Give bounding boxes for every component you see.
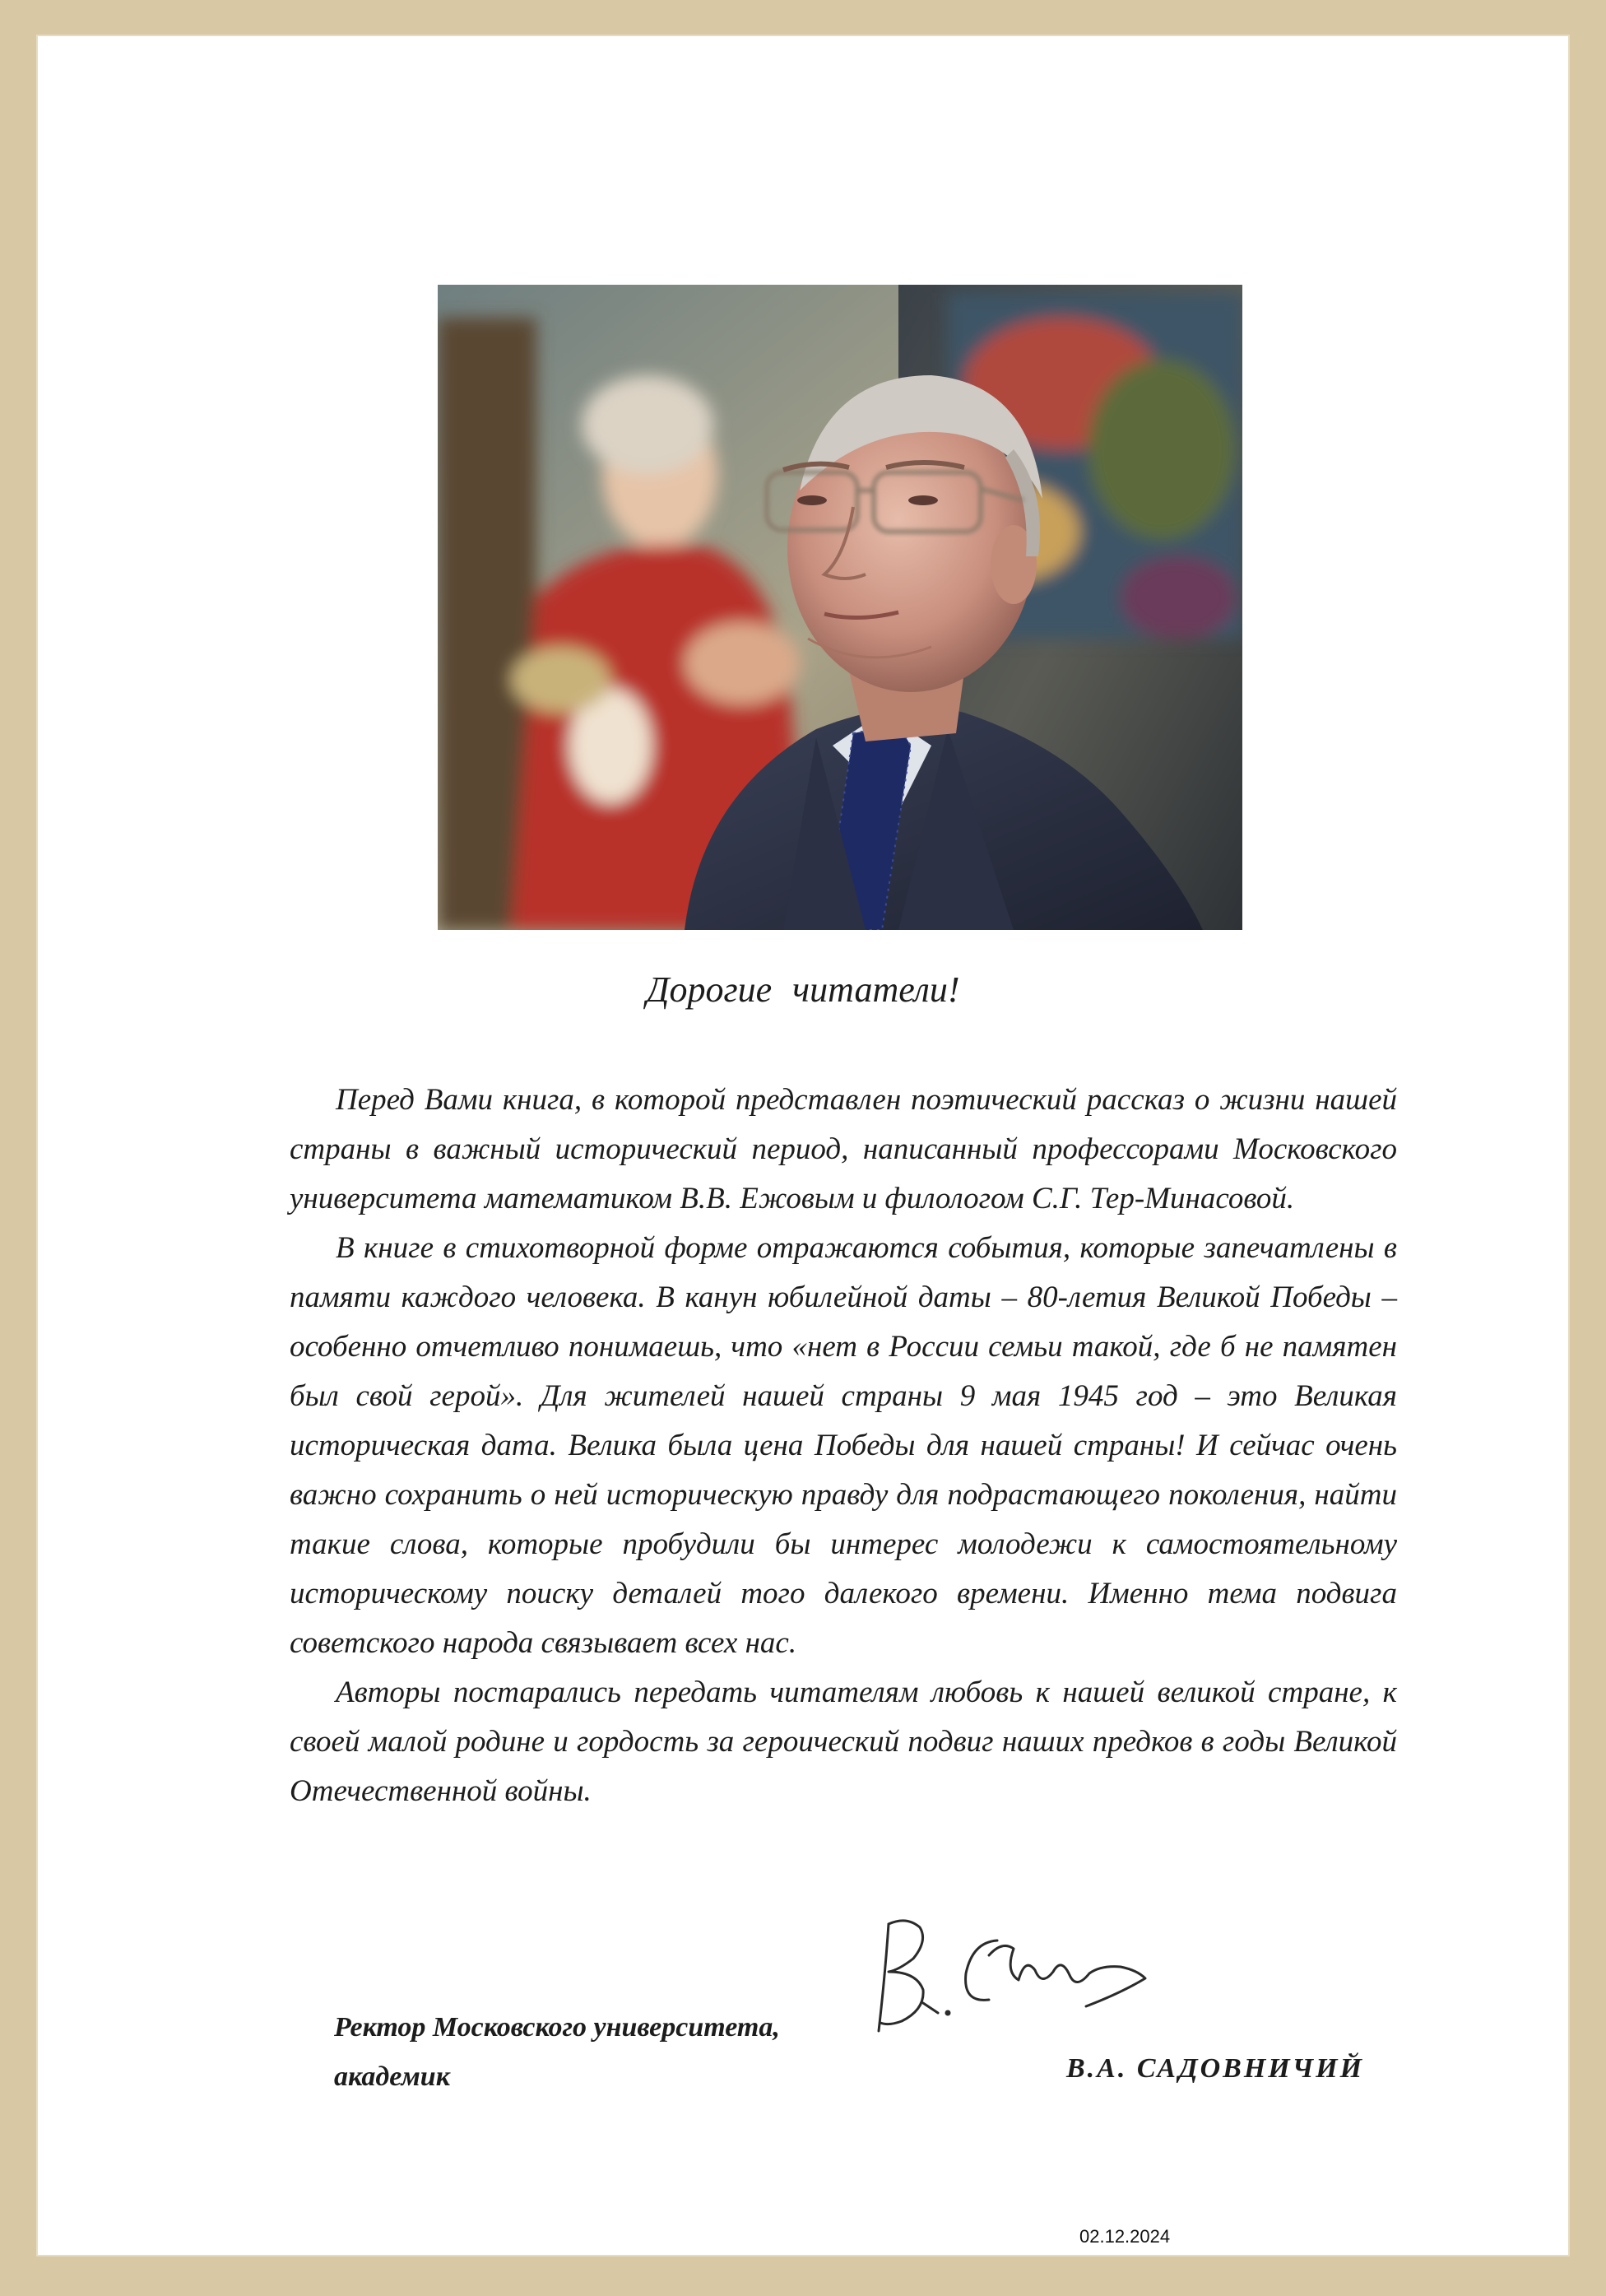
portrait-photo [438, 285, 1242, 930]
signer-name: В.А. САДОВНИЧИЙ [1066, 2053, 1365, 2084]
letter-body [290, 1076, 1397, 1816]
greeting-heading: Дорогие читатели! [646, 969, 960, 1010]
paragraph-1: Перед Вами книга, в которой представлен поэтический рассказ о жизни нашей страны в важный исторический период, написанный профессорами Московского университета математиком В.В. Ежовым и филологом С.Г. Тер-Минасовой. [290, 1083, 1397, 1215]
page-sheet [36, 35, 1570, 2256]
role-line-2: академик [334, 2061, 450, 2092]
handwritten-signature [874, 1908, 1153, 2047]
signer-role [334, 2003, 780, 2102]
role-line-1: Ректор Московского университета, [334, 2012, 780, 2043]
paragraph-2: В книге в стихотворной форме отражаются события, которые запечатлены в памяти каждого человека. В канун юбилейной даты – 80-летия Великой Победы – особенно отчетливо понимаешь, что «нет в России семьи такой, где б не памятен был свой герой». Для жителей нашей страны 9 мая 1945 год – это Великая историческая дата. Велика была цена Победы для нашей страны! И сейчас очень важно сохранить о ней историческую правду для подрастающего поколения, найти такие слова, которые пробудили бы интерес молодежи к самостоятельному историческому поиску деталей того далекого времени. Именно тема подвига советского народа связывает всех нас. [290, 1231, 1397, 1660]
paragraph-3: Авторы постарались передать читателям любовь к нашей великой стране, к своей малой родине и гордость за героический подвиг наших предков в годы Великой Отечественной войны. [290, 1676, 1397, 1808]
print-date: 02.12.2024 [1079, 2226, 1171, 2247]
